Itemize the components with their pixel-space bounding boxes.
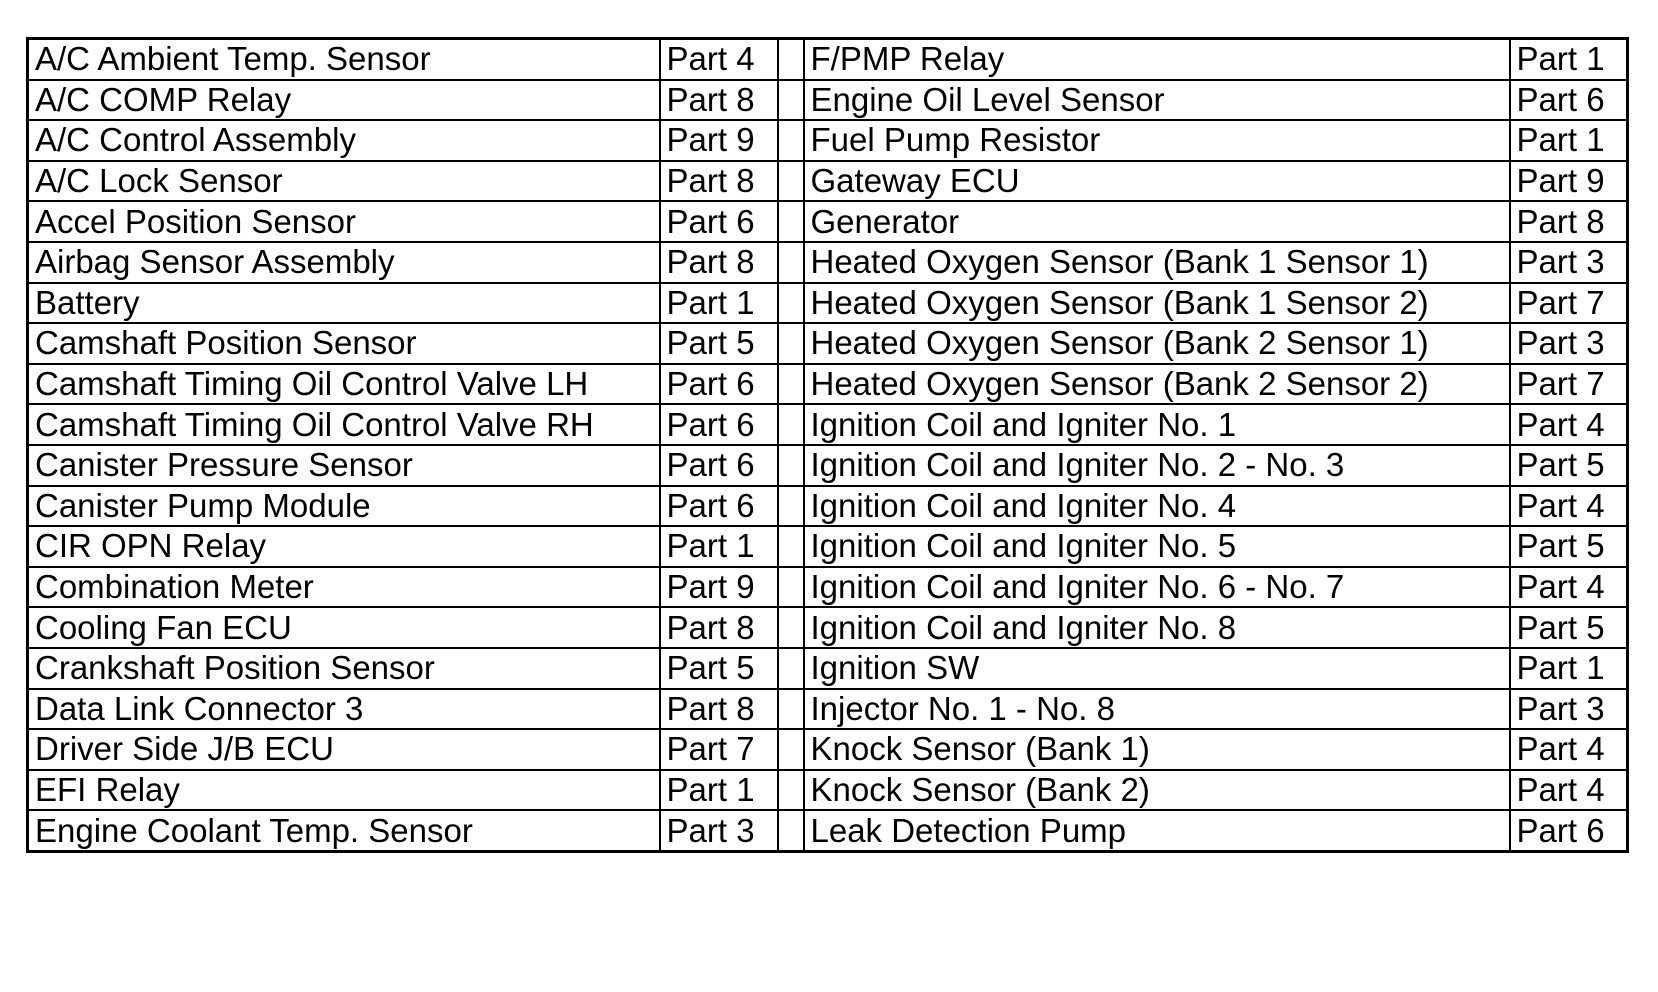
table-row	[28, 689, 1628, 730]
right-part-cell: Part 5	[1510, 526, 1628, 567]
left-component-cell: Engine Coolant Temp. Sensor	[28, 810, 660, 851]
left-part-cell: Part 9	[660, 567, 778, 608]
left-component-cell: Camshaft Timing Oil Control Valve RH	[28, 404, 660, 445]
left-component-cell: Canister Pressure Sensor	[28, 445, 660, 486]
column-gap	[778, 201, 804, 242]
column-gap	[778, 364, 804, 405]
left-part-cell: Part 4	[660, 39, 778, 80]
left-part-cell: Part 1	[660, 283, 778, 324]
right-part-cell: Part 5	[1510, 607, 1628, 648]
table-row	[28, 770, 1628, 811]
left-component-cell: Data Link Connector 3	[28, 689, 660, 730]
column-gap	[778, 729, 804, 770]
right-part-cell: Part 6	[1510, 80, 1628, 121]
left-part-cell: Part 5	[660, 323, 778, 364]
right-component-cell: Knock Sensor (Bank 2)	[804, 770, 1510, 811]
right-component-cell: Ignition Coil and Igniter No. 1	[804, 404, 1510, 445]
right-part-cell: Part 4	[1510, 567, 1628, 608]
column-gap	[778, 404, 804, 445]
left-part-cell: Part 3	[660, 810, 778, 851]
column-gap	[778, 486, 804, 527]
column-gap	[778, 810, 804, 851]
right-part-cell: Part 3	[1510, 689, 1628, 730]
left-part-cell: Part 6	[660, 486, 778, 527]
right-component-cell: Heated Oxygen Sensor (Bank 1 Sensor 2)	[804, 283, 1510, 324]
left-component-cell: Crankshaft Position Sensor	[28, 648, 660, 689]
left-component-cell: Canister Pump Module	[28, 486, 660, 527]
left-part-cell: Part 6	[660, 445, 778, 486]
right-component-cell: Heated Oxygen Sensor (Bank 2 Sensor 2)	[804, 364, 1510, 405]
table-row	[28, 404, 1628, 445]
left-part-cell: Part 6	[660, 364, 778, 405]
column-gap	[778, 80, 804, 121]
column-gap	[778, 120, 804, 161]
right-component-cell: Engine Oil Level Sensor	[804, 80, 1510, 121]
right-component-cell: Ignition Coil and Igniter No. 5	[804, 526, 1510, 567]
column-gap	[778, 242, 804, 283]
right-component-cell: Leak Detection Pump	[804, 810, 1510, 851]
right-part-cell: Part 5	[1510, 445, 1628, 486]
column-gap	[778, 689, 804, 730]
left-part-cell: Part 8	[660, 607, 778, 648]
right-component-cell: Heated Oxygen Sensor (Bank 2 Sensor 1)	[804, 323, 1510, 364]
right-part-cell: Part 4	[1510, 486, 1628, 527]
right-component-cell: Heated Oxygen Sensor (Bank 1 Sensor 1)	[804, 242, 1510, 283]
right-part-cell: Part 7	[1510, 364, 1628, 405]
table-row	[28, 445, 1628, 486]
left-part-cell: Part 9	[660, 120, 778, 161]
table-row	[28, 567, 1628, 608]
right-component-cell: Generator	[804, 201, 1510, 242]
right-component-cell: F/PMP Relay	[804, 39, 1510, 80]
left-part-cell: Part 1	[660, 526, 778, 567]
table-row	[28, 526, 1628, 567]
left-component-cell: A/C Ambient Temp. Sensor	[28, 39, 660, 80]
table-row	[28, 242, 1628, 283]
right-component-cell: Ignition Coil and Igniter No. 8	[804, 607, 1510, 648]
left-component-cell: EFI Relay	[28, 770, 660, 811]
right-part-cell: Part 6	[1510, 810, 1628, 851]
column-gap	[778, 161, 804, 202]
column-gap	[778, 607, 804, 648]
table-row	[28, 161, 1628, 202]
component-index-body	[28, 39, 1628, 852]
column-gap	[778, 323, 804, 364]
column-gap	[778, 445, 804, 486]
left-component-cell: Accel Position Sensor	[28, 201, 660, 242]
left-component-cell: Camshaft Timing Oil Control Valve LH	[28, 364, 660, 405]
left-component-cell: Battery	[28, 283, 660, 324]
table-row	[28, 120, 1628, 161]
table-row	[28, 607, 1628, 648]
table-row	[28, 486, 1628, 527]
column-gap	[778, 648, 804, 689]
left-part-cell: Part 7	[660, 729, 778, 770]
right-part-cell: Part 9	[1510, 161, 1628, 202]
right-component-cell: Injector No. 1 - No. 8	[804, 689, 1510, 730]
right-part-cell: Part 4	[1510, 729, 1628, 770]
table-row	[28, 323, 1628, 364]
right-component-cell: Gateway ECU	[804, 161, 1510, 202]
left-component-cell: Combination Meter	[28, 567, 660, 608]
table-row	[28, 648, 1628, 689]
table-row	[28, 810, 1628, 851]
table-row	[28, 364, 1628, 405]
right-part-cell: Part 3	[1510, 242, 1628, 283]
left-part-cell: Part 6	[660, 201, 778, 242]
left-part-cell: Part 8	[660, 242, 778, 283]
left-component-cell: A/C COMP Relay	[28, 80, 660, 121]
left-component-cell: Driver Side J/B ECU	[28, 729, 660, 770]
right-component-cell: Ignition Coil and Igniter No. 2 - No. 3	[804, 445, 1510, 486]
left-part-cell: Part 8	[660, 161, 778, 202]
right-part-cell: Part 4	[1510, 770, 1628, 811]
left-part-cell: Part 5	[660, 648, 778, 689]
table-row	[28, 80, 1628, 121]
right-part-cell: Part 1	[1510, 120, 1628, 161]
right-part-cell: Part 1	[1510, 39, 1628, 80]
table-row	[28, 729, 1628, 770]
left-component-cell: Cooling Fan ECU	[28, 607, 660, 648]
column-gap	[778, 526, 804, 567]
left-component-cell: A/C Control Assembly	[28, 120, 660, 161]
right-part-cell: Part 7	[1510, 283, 1628, 324]
left-component-cell: Airbag Sensor Assembly	[28, 242, 660, 283]
right-component-cell: Fuel Pump Resistor	[804, 120, 1510, 161]
right-part-cell: Part 8	[1510, 201, 1628, 242]
left-part-cell: Part 8	[660, 689, 778, 730]
right-part-cell: Part 3	[1510, 323, 1628, 364]
left-part-cell: Part 6	[660, 404, 778, 445]
right-component-cell: Knock Sensor (Bank 1)	[804, 729, 1510, 770]
right-component-cell: Ignition SW	[804, 648, 1510, 689]
right-part-cell: Part 4	[1510, 404, 1628, 445]
left-component-cell: CIR OPN Relay	[28, 526, 660, 567]
right-part-cell: Part 1	[1510, 648, 1628, 689]
left-component-cell: Camshaft Position Sensor	[28, 323, 660, 364]
right-component-cell: Ignition Coil and Igniter No. 6 - No. 7	[804, 567, 1510, 608]
column-gap	[778, 567, 804, 608]
right-component-cell: Ignition Coil and Igniter No. 4	[804, 486, 1510, 527]
component-index-table	[26, 37, 1629, 853]
left-part-cell: Part 1	[660, 770, 778, 811]
table-row	[28, 39, 1628, 80]
column-gap	[778, 283, 804, 324]
column-gap	[778, 39, 804, 80]
column-gap	[778, 770, 804, 811]
table-row	[28, 201, 1628, 242]
left-component-cell: A/C Lock Sensor	[28, 161, 660, 202]
left-part-cell: Part 8	[660, 80, 778, 121]
table-row	[28, 283, 1628, 324]
